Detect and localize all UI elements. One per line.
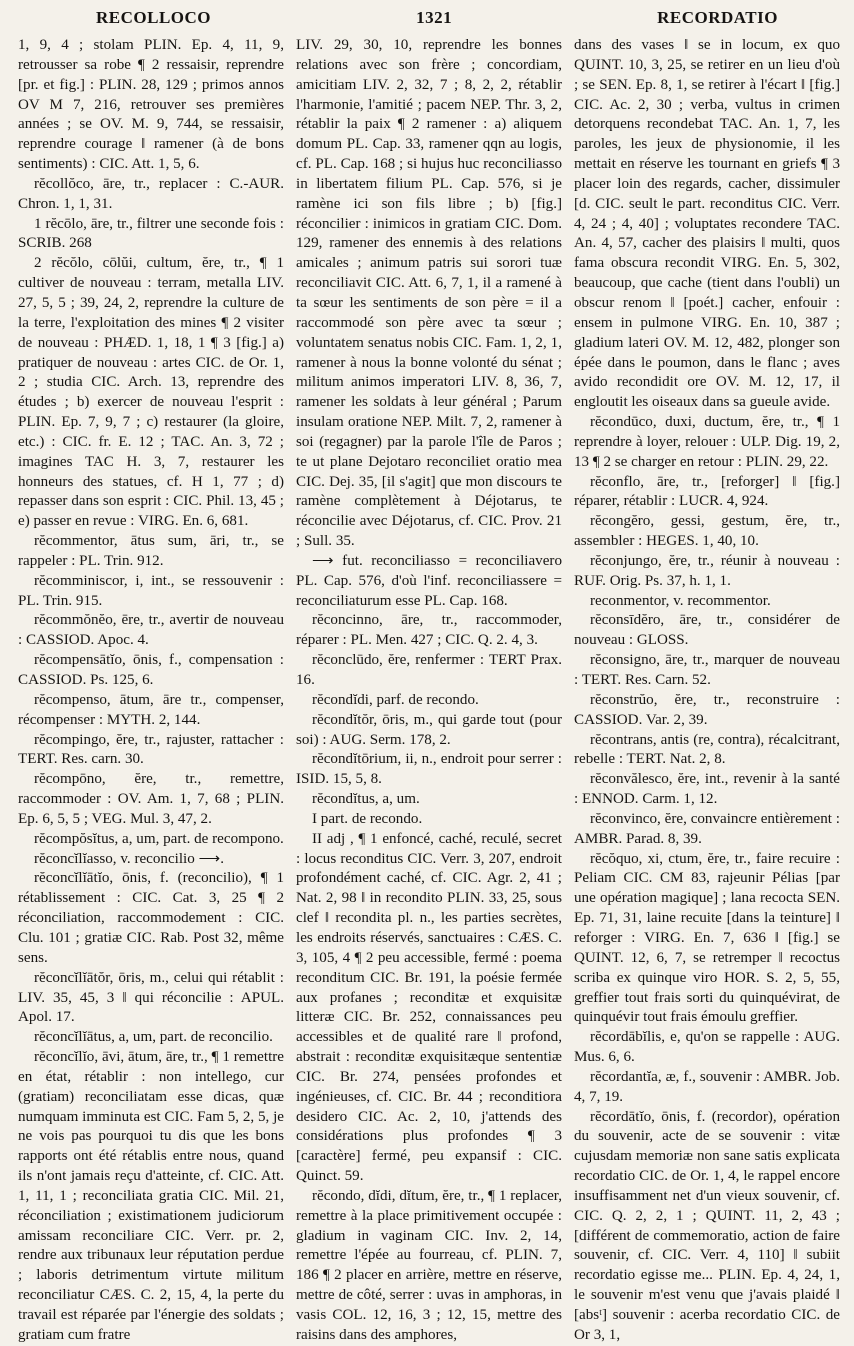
running-head-left: RECOLLOCO (96, 8, 212, 27)
entry-text: rĕconcĭlĭātŏr, ōris, m., celui qui rétablit : LIV. 35, 45, 3 ‖ qui réconcilie : APUL. Apol. 17. (18, 969, 284, 1026)
entry-text: rĕcommŏnĕo, ēre, tr., avertir de nouveau : CASSIOD. Apoc. 4. (18, 612, 284, 649)
page-header (18, 8, 840, 34)
entry-text: dans des vases ‖ se in locum, ex quo QUINT. 10, 3, 25, se retirer en un lieu d'où ; se SEN. Ep. 8, 1, se retirer à l'écart ‖ [fig.] CIC. Ac. 2, 30 ; verba, vultus in crimen detorquens recondebat TAC. An. 1, 7, les paroles, les jeux de physionomie, il les mettait en réserve les tournant en griefs ¶ 3 placer loin des regards, cacher, dissimuler [d. CIC. seult le part. reconditus CIC. Verr. 4, 24 ; 4, 40] ; voluptates recondere TAC. An. 4, 57, cacher des plaisirs ‖ multi, quos fama obscura recondit VIRG. En. 5, 302, beaucoup, que cache (tient dans l'oubli) un obscur renom ‖ [poét.] cacher, enfouir : ensem in pulmone VIRG. En. 10, 387 ; gladium lateri OV. M. 12, 482, plonger son épée dans le poumon, dans le flanc ; aves avido recondidit ore OV. M. 12, 17, il engloutit les oiseaux dans sa gueule avide. (574, 37, 840, 411)
entry-text: rĕcompensātĭo, ōnis, f., compensation : CASSIOD. Ps. 125, 6. (18, 652, 284, 688)
entry-text: rĕconcinno, āre, tr., raccommoder, réparer : PL. Men. 427 ; CIC. Q. 2. 4, 3. (296, 612, 562, 649)
column-1 (18, 36, 284, 1346)
entry-text: rĕcondūco, duxi, ductum, ĕre, tr., ¶ 1 reprendre à loyer, relouer : ULP. Dig. 19, 2, 13 ¶ 2 se charger en retour : PLIN. 29, 22. (574, 414, 840, 470)
entry-text: rĕconvălesco, ĕre, int., revenir à la santé : ENNOD. Carm. 1, 12. (574, 771, 840, 808)
column-3 (574, 36, 840, 1346)
entry-text: rĕconjungo, ĕre, tr., réunir à nouveau : RUF. Orig. Ps. 37, h. 1, 1. (574, 552, 840, 589)
entry-text: rĕcongĕro, gessi, gestum, ĕre, tr., assembler : HEGES. 1, 40, 10. (574, 513, 840, 550)
column-2 (296, 36, 562, 1346)
entry-text: rĕcomminiscor, i, int., se ressouvenir : PL. Trin. 915. (18, 572, 284, 609)
entry-text: rĕcompenso, ātum, āre tr., compenser, récompenser : MYTH. 2, 144. (18, 691, 284, 728)
running-head-right: RECORDATIO (657, 8, 778, 27)
entry-text: rĕconcĭlĭātĭo, ōnis, f. (reconcilio), ¶ 1 rétablissement : CIC. Cat. 3, 25 ¶ 2 réconciliation, raccommodement : CIC. Clu. 101 ; gratiæ CIC. Rab. Post 32, même sens. (18, 870, 284, 966)
entry-text: 2 rĕcŏlo, cōlŭi, cultum, ĕre, tr., ¶ 1 cultiver de nouveau : terram, metalla LIV. 27, 5, 5 ; 39, 24, 2, reprendre la culture de la terre, l'exploitation des mines ¶ 2 visiter de nouveau : PHÆD. 1, 18, 1 ¶ 3 [fig.] a) pratiquer de nouveau : artes CIC. de Or. 1, 2 ; studia CIC. Arch. 13, reprendre des études ; b) exercer de nouveau l'esprit : PLIN. Ep. 7, 9, 7 ; c) restaurer (la gloire, etc.) : CIC. fr. E. 12 ; TAC. An. 3, 72 ; imagines TAC H. 3, 7, restaurer les honneurs des statues, cf. H 1, 77 ; d) repasser dans son esprit : CIC. Phil. 13, 45 ; e) passer en revue : VIRG. En. 6, 681. (18, 255, 284, 530)
entry-text: ⟶ fut. reconciliasso = reconciliavero PL. Cap. 576, d'où l'inf. reconciliassere = reconciliaturum esse PL. Cap. 168. (296, 552, 562, 609)
entry-text: 1 rĕcōlo, āre, tr., filtrer une seconde fois : SCRIB. 268 (18, 215, 284, 252)
entry-text: rĕcompingo, ĕre, tr., rajuster, rattacher : TERT. Res. carn. 30. (18, 731, 284, 768)
entry-text: LIV. 29, 30, 10, reprendre les bonnes relations avec son frère ; concordiam, amicitiam LIV. 2, 32, 7 ; 8, 2, 2, rétablir l'harmonie, l'amitié ; pacem NEP. Thr. 3, 2, rétablir la paix ¶ 2 ramener : a) aliquem domum PL. Cap. 33, ramener qqn au logis, cf. PL. Cap. 168 ; si hujus huc reconciliasso in libertatem filium PL. Cap. 576, si je ramène ici son fils libre ; b) [fig.] réconcilier : inimicos in gratiam CIC. Dom. 129, ramener des ennemis à des relations amicales ; animum patris sui sorori tuæ reconciliavit CIC. Att. 6, 7, 1, il a ramené à ta sœur les sentiments de son père = il a raccommodé son père avec ta sœur ; voluntatem senatus nobis CIC. Fam. 1, 2, 1, ramener à nous la bonne volonté du sénat ; militum animos imperatori LIV. 8, 36, 7, ramener les soldats à leur général ; Parum insulam oratione NEP. Milt. 7, 2, ramener à soi (regagner) par la parole l'île de Paros ; te ut plane Dejotaro reconciliet oratio mea CIC. Dej. 35, [il s'agit] que mon discours te ramène complètement à Déjotarus, te réconcilie avec Déjotarus, cf. CIC. Prov. 21 ; Sull. 35. (296, 37, 562, 550)
entry-text: reconmentor, v. recommentor. (590, 592, 771, 609)
entry-text: rĕcondĭtŏr, ōris, m., qui garde tout (pour soi) : AUG. Serm. 178, 2. (296, 711, 562, 748)
entry-text: rĕcondĭdi, parf. de recondo. (312, 691, 479, 708)
entry-text: rĕconsigno, āre, tr., marquer de nouveau : TERT. Res. Carn. 52. (574, 652, 840, 688)
entry-text: rĕcompŏsĭtus, a, um, part. de recompono. (34, 830, 284, 847)
entry-text: rĕcordābĭlis, e, qu'on se rappelle : AUG. Mus. 6, 6. (574, 1029, 840, 1066)
entry-text: rĕconvinco, ĕre, convaincre entièrement : AMBR. Parad. 8, 39. (574, 810, 840, 847)
entry-text: rĕcondo, dĭdi, dĭtum, ĕre, tr., ¶ 1 replacer, remettre à la place primitivement occupée : gladium in vaginam CIC. Inv. 2, 14, remettre l'épée au fourreau, cf. PLIN. 7, 186 ¶ 2 placer en arrière, mettre en réserve, mettre de côté, serrer : uvas in amphoras, in vasis COL. 12, 16, 3 ; 12, 15, mettre des raisins dans des amphores, (296, 1187, 562, 1343)
entry-text: 1, 9, 4 ; stolam PLIN. Ep. 4, 11, 9, retrousser sa robe ¶ 2 ressaisir, reprendre [pr. et fig.] : PLIN. 28, 129 ; primos annos OV M 7, 216, retrouver ses premières années ; se OV. M. 9, 744, se ressaisir, reprendre courage ‖ ramener (à de bons sentiments) : CIC. Att. 1, 5, 6. (18, 37, 284, 173)
entry-text: rĕconcĭlĭātus, a, um, part. de reconcilio. (34, 1029, 273, 1046)
entry-text: rĕconclūdo, ĕre, renfermer : TERT Prax. 16. (296, 652, 562, 688)
entry-text: rĕconflo, āre, tr., [reforger] ‖ [fig.] réparer, rétablir : LUCR. 4, 924. (574, 473, 840, 510)
entry-text: rĕcompōno, ĕre, tr., remettre, raccommoder : OV. Am. 1, 7, 68 ; PLIN. Ep. 6, 5, 5 ; VEG. Mul. 3, 47, 2. (18, 771, 284, 827)
entry-text: rĕcondĭtōrium, ii, n., endroit pour serrer : ISID. 15, 5, 8. (296, 751, 562, 788)
entry-text: rĕcordātĭo, ōnis, f. (recordor), opération du souvenir, acte de se souvenir : vitæ cujusdam memoriæ non sane satis explicata recordatio CIC. de Or. 1, 4, le rappel encore insuffisamment net d'un vieux souvenir, cf. CIC. Q. 2, 2, 1 ; QUINT. 11, 2, 43 ; [différent de commemoratio, action de faire souvenir, cf. CIC. Verr. 4, 110] ‖ subiit recordatio egisse me... PLIN. Ep. 4, 24, 1, le souvenir m'est venu que j'avais plaidé ‖ [absᵗ] souvenir : acerba recordatio CIC. de Or 3, 1, (574, 1108, 840, 1343)
entry-text: I part. de recondo. (312, 810, 423, 827)
entry-text: rĕconsīdĕro, āre, tr., considérer de nouveau : GLOSS. (574, 612, 840, 649)
entry-text: rĕcommentor, ātus sum, āri, tr., se rappeler : PL. Trin. 912. (18, 533, 284, 569)
entry-text: rĕcordantĭa, æ, f., souvenir : AMBR. Job. 4, 7, 19. (574, 1068, 840, 1105)
entry-text: rĕcollŏco, āre, tr., replacer : C.-AUR. Chron. 1, 1, 31. (18, 175, 284, 212)
entry-text: rĕconcĭlĭo, āvi, ātum, āre, tr., ¶ 1 remettre en état, rétablir : non intellego, cur (gratiam) reconciliatam esse dicas, quæ numquam imminuta est CIC. Fam 5, 2, 5, je ne vois pas pourquoi tu dis que les bons rapports ont été rétablis entre nous, quand ils n'ont jamais reçu d'atteinte, cf. CIC. Att. 1, 11, 1 ; reconciliata gratia CIC. Mil. 21, réconciliation ; existimationem judiciorum amissam reconciliare CIC. Verr. pr. 2, rendre aux tribunaux leur réputation perdue ; laboris detrimentum virtute militum reconciliatur CÆS. C. 2, 15, 4, la perte du travail est réparée par l'énergie des soldats ; gratiam cum fratre (18, 1049, 284, 1343)
entry-text: rĕcŏquo, xi, ctum, ĕre, tr., faire recuire : Peliam CIC. CM 83, rajeunir Pélias [par une opération magique] ; lana recocta SEN. Ep. 71, 31, laine recuite [dans la teinture] ‖ reforger : VIRG. En. 7, 636 ‖ [fig.] se QUINT. 12, 6, 7, se retremper ‖ recoctus scriba ex quinque viro HOR. S. 2, 5, 55, greffier tout frais sorti du quinquévirat, de quinquévir tout frais émoulu greffier. (574, 850, 840, 1026)
entry-text: II adj , ¶ 1 enfoncé, caché, reculé, secret : locus reconditus CIC. Verr. 3, 207, endroit profondément caché, cf. CIC. Agr. 2, 41 ; Nat. 2, 98 ‖ in recondito PLIN. 33, 25, sous clef ‖ recondita pl. n., les parties secrètes, les endroits réservés, sanctuaires : CÆS. C. 3, 105, 4 ¶ 2 peu accessible, fermé : poema reconditum CIC. Br. 191, la poésie fermée aux profanes ; reconditæ et exquisitæ litteræ CIC. Br. 252, connaissances peu accessibles et de qualité rare ‖ profond, abstrait : reconditæ exquisitæque sententiæ CIC. Br. 274, pensées profondes et ingénieuses, cf. CIC. Br. 44 ; reconditiora desidero CIC. Ac. 2, 10, j'attends des considérations plus profondes ¶ 3 [caractère] fermé, peu expansif : CIC. Quinct. 59. (296, 830, 562, 1185)
entry-text: rĕconstrŭo, ĕre, tr., reconstruire : CASSIOD. Var. 2, 39. (574, 691, 840, 728)
page-number: 1321 (416, 8, 453, 27)
entry-text: rĕcontrans, antis (re, contra), récalcitrant, rebelle : TERT. Nat. 2, 8. (574, 731, 840, 768)
entry-text: rĕcondĭtus, a, um. (312, 791, 420, 808)
entry-text: rĕconcĭlĭasso, v. reconcilio ⟶. (34, 850, 224, 867)
